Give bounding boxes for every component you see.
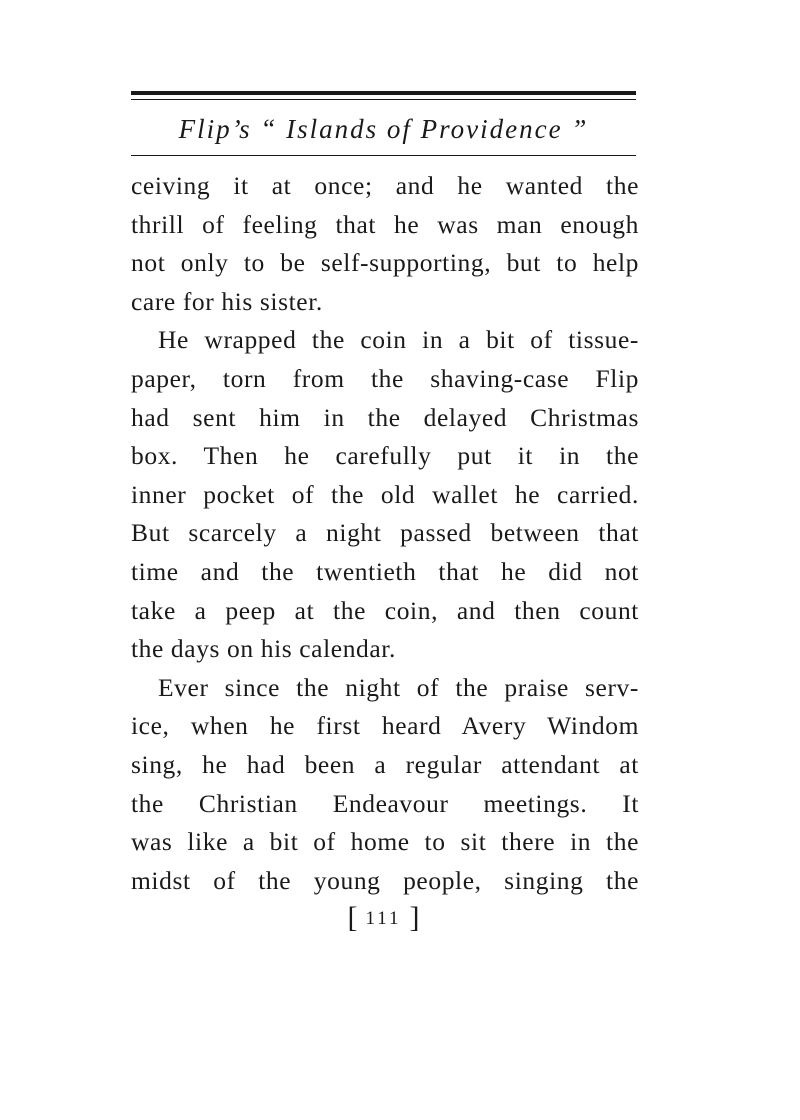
text-line: not only to be self-supporting, but to help (131, 248, 639, 278)
text-line: had sent him in the delayed Christmas (131, 402, 639, 432)
text-line: He wrapped the coin in a bit of tissue- (158, 325, 639, 355)
text-line: box. Then he carefully put it in the (131, 441, 639, 471)
header-thick-rule (131, 91, 636, 95)
text-line: was like a bit of home to sit there in the (131, 827, 639, 857)
folio-close-bracket: ] (409, 901, 420, 934)
folio-number: 111 (365, 908, 402, 929)
text-line: sing, he had been a regular attendant at (131, 749, 639, 779)
text-line: ice, when he first heard Avery Windom (131, 711, 639, 741)
text-line: Ever since the night of the praise serv- (158, 672, 639, 702)
page-number (131, 898, 636, 939)
text-line: the days on his calendar. (131, 634, 396, 664)
header-thin-rule (131, 99, 636, 100)
text-line: inner pocket of the old wallet he carried. (131, 479, 639, 509)
text-line: But scarcely a night passed between that (131, 518, 639, 548)
folio-open-bracket: [ (347, 901, 358, 934)
text-line: ceiving it at once; and he wanted the (131, 171, 639, 200)
text-line: thrill of feeling that he was man enough (131, 209, 639, 239)
text-line: paper, torn from the shaving-case Flip (131, 363, 639, 393)
text-line: the Christian Endeavour meetings. It (131, 788, 639, 818)
text-line: midst of the young people, singing the (131, 865, 639, 895)
running-head: Flip’s “ Islands of Providence ” (178, 114, 589, 144)
body-text (131, 167, 639, 900)
text-line: time and the twentieth that he did not (131, 556, 639, 586)
header-bottom-rule (131, 155, 636, 156)
text-line: take a peep at the coin, and then count (131, 595, 639, 625)
text-line: care for his sister. (131, 286, 323, 316)
